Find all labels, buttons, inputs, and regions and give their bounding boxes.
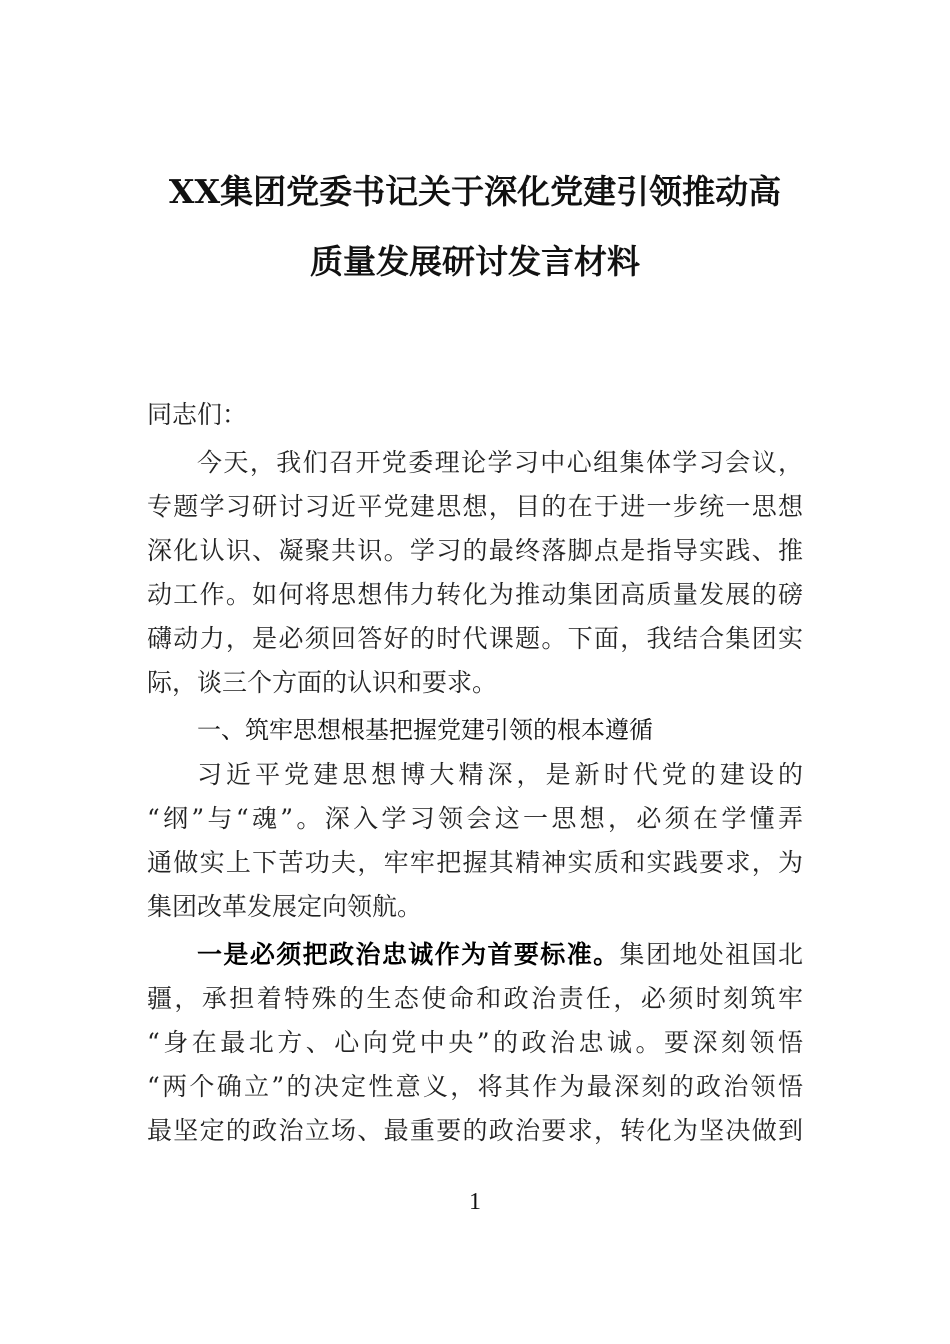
section-1-line-3: 通做实上下苦功夫，牢牢把握其精神实质和实践要求，为 [147,848,803,877]
intro-line-2: 专题学习研讨习近平党建思想，目的在于进一步统一思想 [147,492,803,521]
section-1-heading: 一、筑牢思想根基把握党建引领的根本遵循 [197,716,653,744]
point-1-first-line-rest: 集团地处祖国北 [619,940,803,969]
point-1-line-5: 最坚定的政治立场、最重要的政治要求，转化为坚决做到 [147,1116,803,1145]
intro-line-4: 动工作。如何将思想伟力转化为推动集团高质量发展的磅 [147,580,803,609]
section-1-line-1: 习近平党建思想博大精深，是新时代党的建设的 [197,760,803,789]
document-title-line-1: XX集团党委书记关于深化党建引领推动高 [168,172,782,211]
section-1-line-2: “纲”与“魂”。深入学习领会这一思想，必须在学懂弄 [147,804,803,833]
point-1-first-line [197,938,803,972]
point-1-line-4: “两个确立”的决定性意义，将其作为最深刻的政治领悟 [147,1072,803,1101]
section-1-line-4: 集团改革发展定向领航。 [147,892,423,921]
point-1-lead: 一是必须把政治忠诚作为首要标准。 [197,940,620,969]
document-title-line-2: 质量发展研讨发言材料 [310,242,640,281]
page-number: 1 [469,1189,481,1215]
point-1-line-2: 疆，承担着特殊的生态使命和政治责任，必须时刻筑牢 [147,984,803,1013]
intro-line-3: 深化认识、凝聚共识。学习的最终落脚点是指导实践、推 [147,536,803,565]
intro-line-5: 礴动力，是必须回答好的时代课题。下面，我结合集团实 [147,624,803,653]
salutation: 同志们： [147,400,248,429]
point-1-line-3: “身在最北方、心向党中央”的政治忠诚。要深刻领悟 [147,1028,803,1057]
intro-line-6: 际，谈三个方面的认识和要求。 [147,668,498,697]
intro-line-1: 今天，我们召开党委理论学习中心组集体学习会议， [197,448,803,477]
